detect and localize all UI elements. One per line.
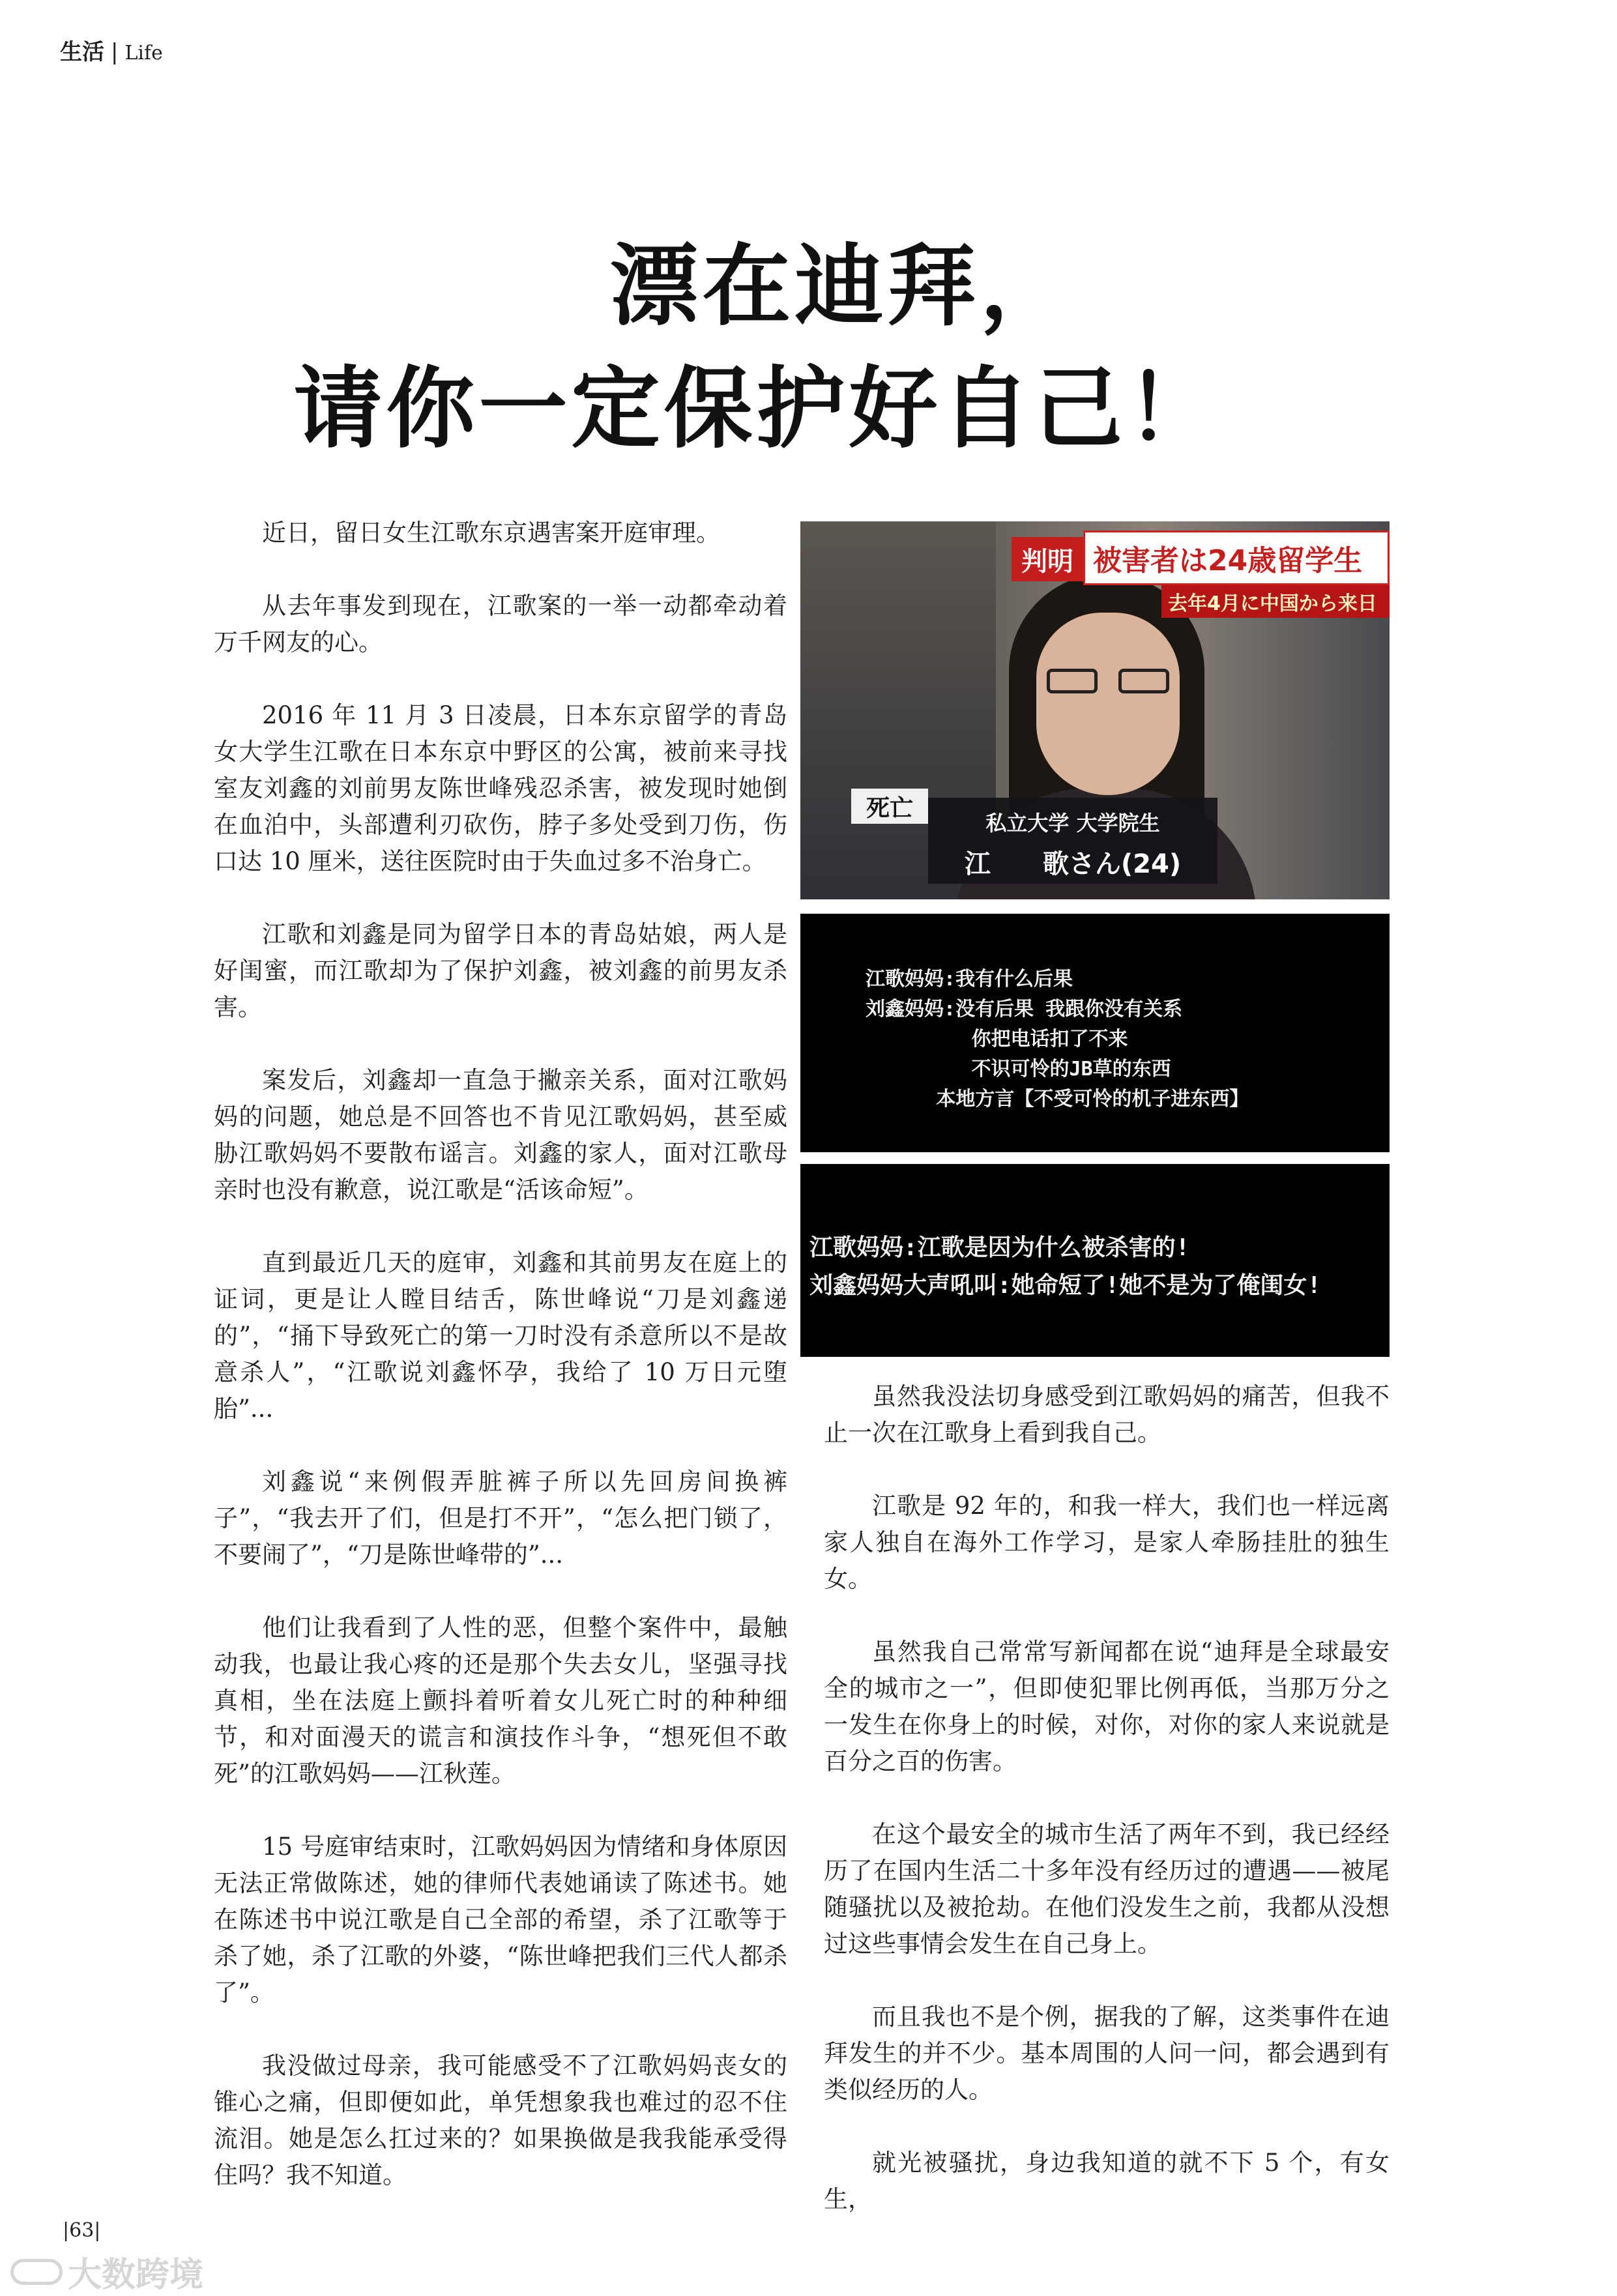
article-title-line-2: 请你一定保护好自己！ <box>293 358 1219 461</box>
subtitle-line: 你把电话扣了不来 <box>866 1028 1128 1051</box>
paragraph: 在这个最安全的城市生活了两年不到，我已经经历了在国内生活二十多年没有经历过的遭遇——被尾随骚扰以及被抢劫。在他们没发生之前，我都从没想过这些事情会发生在自己身上。 <box>824 1820 1390 1958</box>
paragraph: 15 号庭审结束时，江歌妈妈因为情绪和身体原因无法正常做陈述，她的律师代表她诵读了陈述书。她在陈述书中说江歌是自己全部的希望，杀了江歌等于杀了她，杀了江歌的外婆，“陈世峰把我们三代人都杀了”。 <box>214 1833 787 2007</box>
subtitle-line: 刘鑫妈妈:没有后果 我跟你没有关系 <box>866 998 1183 1021</box>
photo-face <box>1036 613 1180 795</box>
article-title-line-1: 漂在迪拜， <box>609 235 1073 338</box>
subtitle-screenshot-2 <box>800 1164 1390 1357</box>
subtitle-line: 江歌妈妈:我有什么后果 <box>866 968 1073 991</box>
watermark <box>10 2247 203 2296</box>
section-name-zh: 生活 <box>60 39 104 65</box>
news-tag-white: 死亡 <box>851 789 928 824</box>
paragraph: 就光被骚扰，身边我知道的就不下 5 个，有女生， <box>824 2149 1390 2213</box>
paragraph: 江歌和刘鑫是同为留学日本的青岛姑娘，两人是好闺蜜，而江歌却为了保护刘鑫，被刘鑫的前男友杀害。 <box>214 920 787 1021</box>
news-headline-band: 被害者は24歳留学生 <box>1083 530 1390 585</box>
paragraph: 刘鑫说“来例假弄脏裤子所以先回房间换裤子”，“我去开了们，但是打不开”，“怎么把门锁了，不要闹了”，“刀是陈世峰带的”... <box>214 1468 787 1569</box>
section-name-en: Life <box>124 42 163 65</box>
paragraph: 我没做过母亲，我可能感受不了江歌妈妈丧女的锥心之痛，但即便如此，单凭想象我也难过的忍不住流泪。她是怎么扛过来的？如果换做是我我能承受得住吗？我不知道。 <box>214 2052 787 2189</box>
section-separator: | <box>111 39 119 65</box>
paragraph: 2016 年 11 月 3 日凌晨，日本东京留学的青岛女大学生江歌在日本东京中野区的公寓，被前来寻找室友刘鑫的刘前男友陈世峰残忍杀害，被发现时她倒在血泊中，头部遭利刃砍伤，脖子多处受到刀伤，伤口达 10 厘米，送往医院时由于失血过多不治身亡。 <box>214 701 787 875</box>
subtitle-line: 江歌妈妈:江歌是因为什么被杀害的! <box>809 1234 1190 1261</box>
subtitle-line: 本地方言【不受可怜的机子进东西】 <box>866 1088 1249 1111</box>
paragraph: 近日，留日女生江歌东京遇害案开庭审理。 <box>262 519 720 547</box>
paragraph: 案发后，刘鑫却一直急于撇亲关系，面对江歌妈妈的问题，她总是不回答也不肯见江歌妈妈，甚至威胁江歌妈妈不要散布谣言。刘鑫的家人，面对江歌母亲时也没有歉意，说江歌是“活该命短”。 <box>214 1066 787 1204</box>
watermark-text: 大数跨境 <box>68 2256 204 2295</box>
paragraph: 而且我也不是个例，据我的了解，这类事件在迪拜发生的并不少。基本周围的人问一问，都会遇到有类似经历的人。 <box>824 2003 1390 2104</box>
page-number: |63| <box>63 2219 101 2242</box>
news-caption <box>928 798 1217 884</box>
paragraph: 直到最近几天的庭审，刘鑫和其前男友在庭上的证词，更是让人瞠目结舌，陈世峰说“刀是刘鑫递的”，“捅下导致死亡的第一刀时没有杀意所以不是故意杀人”，“江歌说刘鑫怀孕，我给了 10 万日元堕胎”... <box>214 1249 787 1423</box>
glasses-icon <box>1047 669 1169 695</box>
caption-line-1: 私立大学 大学院生 <box>985 811 1160 836</box>
news-photo <box>800 521 1390 899</box>
paragraph: 从去年事发到现在，江歌案的一举一动都牵动着万千网友的心。 <box>214 592 787 656</box>
subtitle-line: 刘鑫妈妈大声吼叫:她命短了!她不是为了俺闺女! <box>809 1272 1322 1299</box>
subtitle-line: 不识可怜的JB草的东西 <box>866 1058 1171 1081</box>
right-text-column <box>824 1378 1390 2254</box>
paragraph: 江歌是 92 年的，和我一样大，我们也一样远离家人独自在海外工作学习，是家人牵肠挂肚的独生女。 <box>824 1492 1390 1593</box>
paragraph: 虽然我自己常常写新闻都在说“迪拜是全球最安全的城市之一”，但即使犯罪比例再低，当那万分之一发生在你身上的时候，对你，对你的家人来说就是百分之百的伤害。 <box>824 1638 1390 1775</box>
news-sub-band: 去年4月に中国から来日 <box>1161 585 1390 618</box>
section-tag <box>60 34 163 66</box>
caption-line-2: 江 歌さん(24) <box>964 849 1182 879</box>
left-text-column <box>214 515 787 2230</box>
paragraph: 他们让我看到了人性的恶，但整个案件中，最触动我，也最让我心疼的还是那个失去女儿，坚强寻找真相，坐在法庭上颤抖着听着女儿死亡时的种种细节，和对面漫天的谎言和演技作斗争，“想死但不敢死”的江歌妈妈——江秋莲。 <box>214 1614 787 1788</box>
page-number-value: 63 <box>69 2219 95 2242</box>
news-tag-red: 判明 <box>1012 537 1083 581</box>
watermark-logo-icon <box>10 2259 63 2285</box>
subtitle-screenshot-1 <box>800 914 1390 1152</box>
paragraph: 虽然我没法切身感受到江歌妈妈的痛苦，但我不止一次在江歌身上看到我自己。 <box>824 1382 1390 1447</box>
